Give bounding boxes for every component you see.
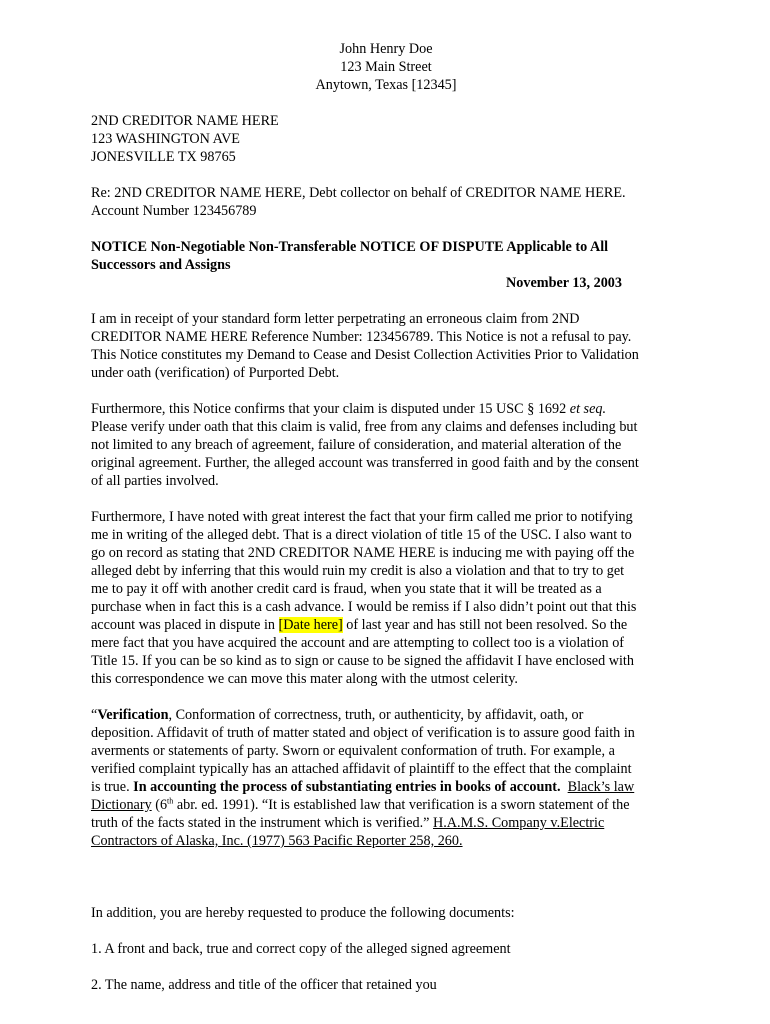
text-run (561, 779, 568, 795)
paragraph-line: of all parties involved. (91, 473, 219, 489)
paragraph-line: Please verify under oath that this claim is valid, free from any claims and defenses including but (91, 419, 638, 435)
re-line-1: Re: 2ND CREDITOR NAME HERE, Debt collector on behalf of CREDITOR NAME HERE. (91, 185, 626, 201)
text-run: Furthermore, this Notice confirms that your claim is disputed under 15 USC § 1692 (91, 401, 570, 417)
paragraph-2 (91, 400, 681, 490)
letter-body (91, 40, 681, 994)
paragraph-1 (91, 310, 681, 382)
paragraph-line: this correspondence we can move this mater along with the utmost celerity. (91, 671, 518, 687)
paragraph-line: averments or statements of party. Sworn or equivalent conformation of truth. For example, a (91, 743, 615, 759)
paragraph-line (91, 616, 681, 634)
notice-date: November 13, 2003 (506, 275, 622, 291)
citation-underlined: Black’s law (567, 779, 635, 795)
citation-underlined: Contractors of Alaska, Inc. (1977) 563 Pacific Reporter 258, 260. (91, 833, 463, 849)
paragraph-line (91, 796, 681, 814)
paragraph-line: CREDITOR NAME HERE Reference Number: 123456789. This Notice is not a refusal to pay. (91, 329, 632, 345)
text-run: is true. (91, 779, 134, 795)
notice-line-1: NOTICE Non-Negotiable Non-Transferable NOTICE OF DISPUTE Applicable to All (91, 239, 609, 255)
request-intro: In addition, you are hereby requested to produce the following documents: (91, 905, 515, 921)
superscript: th (167, 796, 174, 806)
sender-street: 123 Main Street (340, 59, 432, 75)
paragraph-3 (91, 508, 681, 688)
paragraph-line: purchase when in fact this is a cash advance. I would be remiss if I also didn’t point out that this (91, 599, 637, 615)
bold-run: In accounting the process of substantiating entries in books of account. (133, 779, 561, 795)
paragraph-line: not limited to any breach of agreement, failure of consideration, and material alteration of the (91, 437, 622, 453)
paragraph-line (91, 778, 681, 796)
paragraph-4-definition (91, 706, 681, 850)
text-run: (6 (151, 797, 168, 813)
defined-term: Verification (97, 707, 169, 723)
paragraph-line: under oath (verification) of Purported Debt. (91, 365, 340, 381)
paragraph-line: deposition. Affidavit of truth of matter stated and object of verification is to assure good faith in (91, 725, 635, 741)
recipient-city: JONESVILLE TX 98765 (91, 149, 236, 165)
list-item: 1. A front and back, true and correct copy of the alleged signed agreement (91, 941, 511, 957)
notice-line-2: Successors and Assigns (91, 257, 231, 273)
recipient-name: 2ND CREDITOR NAME HERE (91, 113, 279, 129)
sender-address (91, 40, 681, 94)
paragraph-line: Title 15. If you can be so kind as to sign or cause to be signed the affidavit I have enclosed with (91, 653, 634, 669)
text-run: , Conformation of correctness, truth, or authenticity, by affidavit, oath, or (168, 707, 584, 723)
paragraph-line: This Notice constitutes my Demand to Cease and Desist Collection Activities Prior to Validation (91, 347, 639, 363)
text-run: account was placed in dispute in (91, 617, 279, 633)
paragraph-line: Furthermore, I have noted with great interest the fact that your firm called me prior to notifying (91, 509, 633, 525)
notice-heading (91, 238, 681, 292)
text-run: of last year and has still not been resolved. So the (342, 617, 628, 633)
sender-name: John Henry Doe (339, 41, 433, 57)
recipient-street: 123 WASHINGTON AVE (91, 131, 240, 147)
paragraph-line: I am in receipt of your standard form letter perpetrating an erroneous claim from 2ND (91, 311, 580, 327)
text-run: abr. ed. 1991). “It is established law that verification is a sworn statement of the (173, 797, 630, 813)
citation-underlined: Dictionary (91, 797, 152, 813)
paragraph-line: me to pay it off with another credit card is fraud, when you state that it will be treated as a (91, 581, 602, 597)
sender-city: Anytown, Texas [12345] (315, 77, 457, 93)
paragraph-line: go on record as stating that 2ND CREDITOR NAME HERE is inducing me with paying off the (91, 545, 635, 561)
paragraph-line: alleged debt by inferring that this would ruin my credit is also a violation and that to try to get (91, 563, 625, 579)
paragraph-line (91, 814, 681, 832)
date-placeholder-highlight: [Date here] (278, 617, 343, 633)
paragraph-line: original agreement. Further, the alleged account was transferred in good faith and by the consent (91, 455, 639, 471)
paragraph-line: me in writing of the alleged debt. That is a direct violation of title 15 of the USC. I also want to (91, 527, 632, 543)
re-line (91, 184, 681, 220)
text-run: truth of the facts stated in the instrument which is verified.” (91, 815, 433, 831)
list-item: 2. The name, address and title of the officer that retained you (91, 977, 437, 993)
paragraph-line (91, 706, 681, 724)
recipient-address (91, 112, 681, 166)
re-line-2: Account Number 123456789 (91, 203, 257, 219)
paragraph-line: verified complaint typically has an attached affidavit of plaintiff to the effect that the complaint (91, 761, 632, 777)
open-quote: “ (91, 707, 98, 723)
citation-underlined: H.A.M.S. Company v.Electric (432, 815, 605, 831)
paragraph-line: mere fact that you have acquired the account and are attempting to collect too is a violation of (91, 635, 625, 651)
paragraph-line (91, 400, 681, 418)
paragraph-line (91, 832, 681, 850)
latin-term: et seq. (569, 401, 607, 417)
